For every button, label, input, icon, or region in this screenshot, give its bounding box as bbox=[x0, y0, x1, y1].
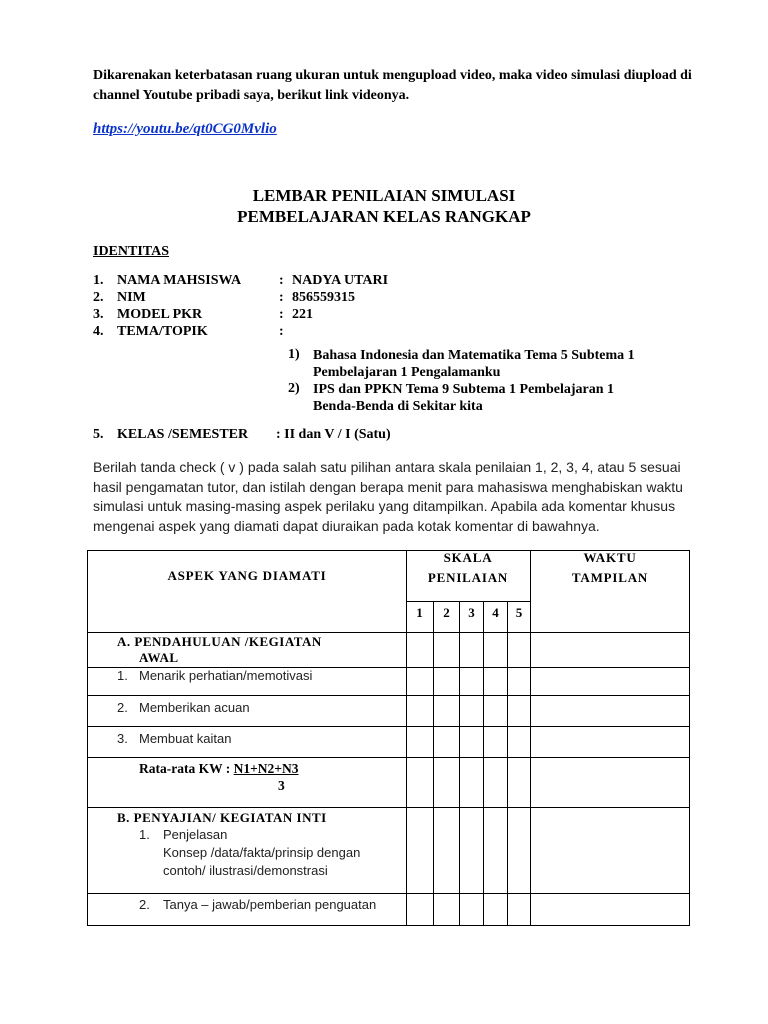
header-penilaian: PENILAIAN bbox=[427, 570, 509, 585]
header-aspek: ASPEK YANG DIAMATI bbox=[167, 568, 327, 583]
aspect-text: Memberikan acuan bbox=[139, 700, 250, 715]
rata-rata-divisor: 3 bbox=[278, 778, 285, 793]
aspect-text: Tanya – jawab/pemberian penguatan bbox=[163, 897, 377, 912]
kelas-value: : II dan V / I (Satu) bbox=[276, 427, 391, 442]
aspect-text: Membuat kaitan bbox=[139, 731, 232, 746]
scale-number: 1 bbox=[416, 605, 423, 620]
identitas-heading: IDENTITAS bbox=[93, 244, 169, 259]
instructions-text: Berilah tanda check ( v ) pada salah satu pilihan antara skala penilaian 1, 2, 3, 4, atau 5 sesuai hasil pengamatan tutor, dan istilah dengan berapa menit para mahasiswa menghabiskan waktu simulasi untuk masing-masing aspek perilaku yang ditampilkan. Apabila ada komentar khusus mengenai aspek yang diamati dapat diuraikan pada kotak komentar di bawahnya. bbox=[93, 459, 683, 534]
scale-number: 4 bbox=[492, 605, 499, 620]
identity-colon: : bbox=[279, 290, 284, 305]
aspect-num: 2. bbox=[117, 700, 128, 715]
header-waktu: WAKTU bbox=[583, 550, 637, 565]
aspect-num: 1. bbox=[139, 827, 150, 842]
page-title-line1: LEMBAR PENILAIAN SIMULASI bbox=[252, 186, 516, 205]
rata-rata-formula: N1+N2+N3 bbox=[233, 761, 299, 776]
scale-number: 5 bbox=[515, 605, 523, 620]
identity-num: 2. bbox=[93, 290, 104, 305]
identity-value: NADYA UTARI bbox=[292, 273, 389, 288]
topic-line: Pembelajaran 1 Pengalamanku bbox=[313, 365, 501, 380]
aspect-text-detail: contoh/ ilustrasi/demonstrasi bbox=[163, 863, 328, 878]
identity-colon: : bbox=[279, 307, 284, 322]
kelas-num: 5. bbox=[93, 427, 104, 442]
aspect-num: 1. bbox=[117, 668, 128, 683]
topic-line: Benda-Benda di Sekitar kita bbox=[313, 399, 483, 414]
page-title-line2: PEMBELAJARAN KELAS RANGKAP bbox=[237, 207, 531, 226]
identity-label: MODEL PKR bbox=[117, 307, 203, 322]
kelas-label: KELAS /SEMESTER bbox=[117, 427, 249, 442]
scale-number: 3 bbox=[468, 605, 475, 620]
section-a-title: A. PENDAHULUAN /KEGIATAN bbox=[117, 634, 322, 649]
video-link[interactable]: https://youtu.be/qt0CG0Mvlio bbox=[93, 121, 277, 137]
topic-num: 1) bbox=[288, 347, 300, 362]
scale-number: 2 bbox=[443, 605, 450, 620]
identity-num: 1. bbox=[93, 273, 104, 288]
header-tampilan: TAMPILAN bbox=[571, 570, 649, 585]
identity-label: TEMA/TOPIK bbox=[117, 324, 208, 339]
rata-rata-label: Rata-rata KW : N1+N2+N3 bbox=[139, 761, 299, 776]
identity-value: 221 bbox=[292, 307, 313, 322]
aspect-num: 2. bbox=[139, 897, 150, 912]
identity-label: NAMA MAHSISWA bbox=[117, 273, 242, 288]
aspect-text-detail: Konsep /data/fakta/prinsip dengan bbox=[163, 845, 361, 860]
section-b-title: B. PENYAJIAN/ KEGIATAN INTI bbox=[117, 810, 327, 825]
section-a-title-cont: AWAL bbox=[139, 650, 179, 665]
aspect-text: Penjelasan bbox=[163, 827, 228, 842]
identity-colon: : bbox=[279, 324, 284, 339]
topic-num: 2) bbox=[288, 381, 300, 396]
identity-value: 856559315 bbox=[292, 290, 355, 305]
header-skala: SKALA bbox=[443, 550, 493, 565]
aspect-num: 3. bbox=[117, 731, 128, 746]
identity-num: 3. bbox=[93, 307, 104, 322]
intro-text: Dikarenakan keterbatasan ruang ukuran untuk mengupload video, maka video simulasi diupload di channel Youtube pribadi saya, berikut link videonya. bbox=[93, 68, 692, 103]
identity-num: 4. bbox=[93, 324, 104, 339]
topic-line: IPS dan PPKN Tema 9 Subtema 1 Pembelajaran 1 bbox=[313, 382, 615, 397]
identity-colon: : bbox=[279, 273, 284, 288]
topic-line: Bahasa Indonesia dan Matematika Tema 5 Subtema 1 bbox=[313, 348, 635, 363]
identity-label: NIM bbox=[117, 290, 146, 305]
aspect-text: Menarik perhatian/memotivasi bbox=[139, 668, 313, 683]
